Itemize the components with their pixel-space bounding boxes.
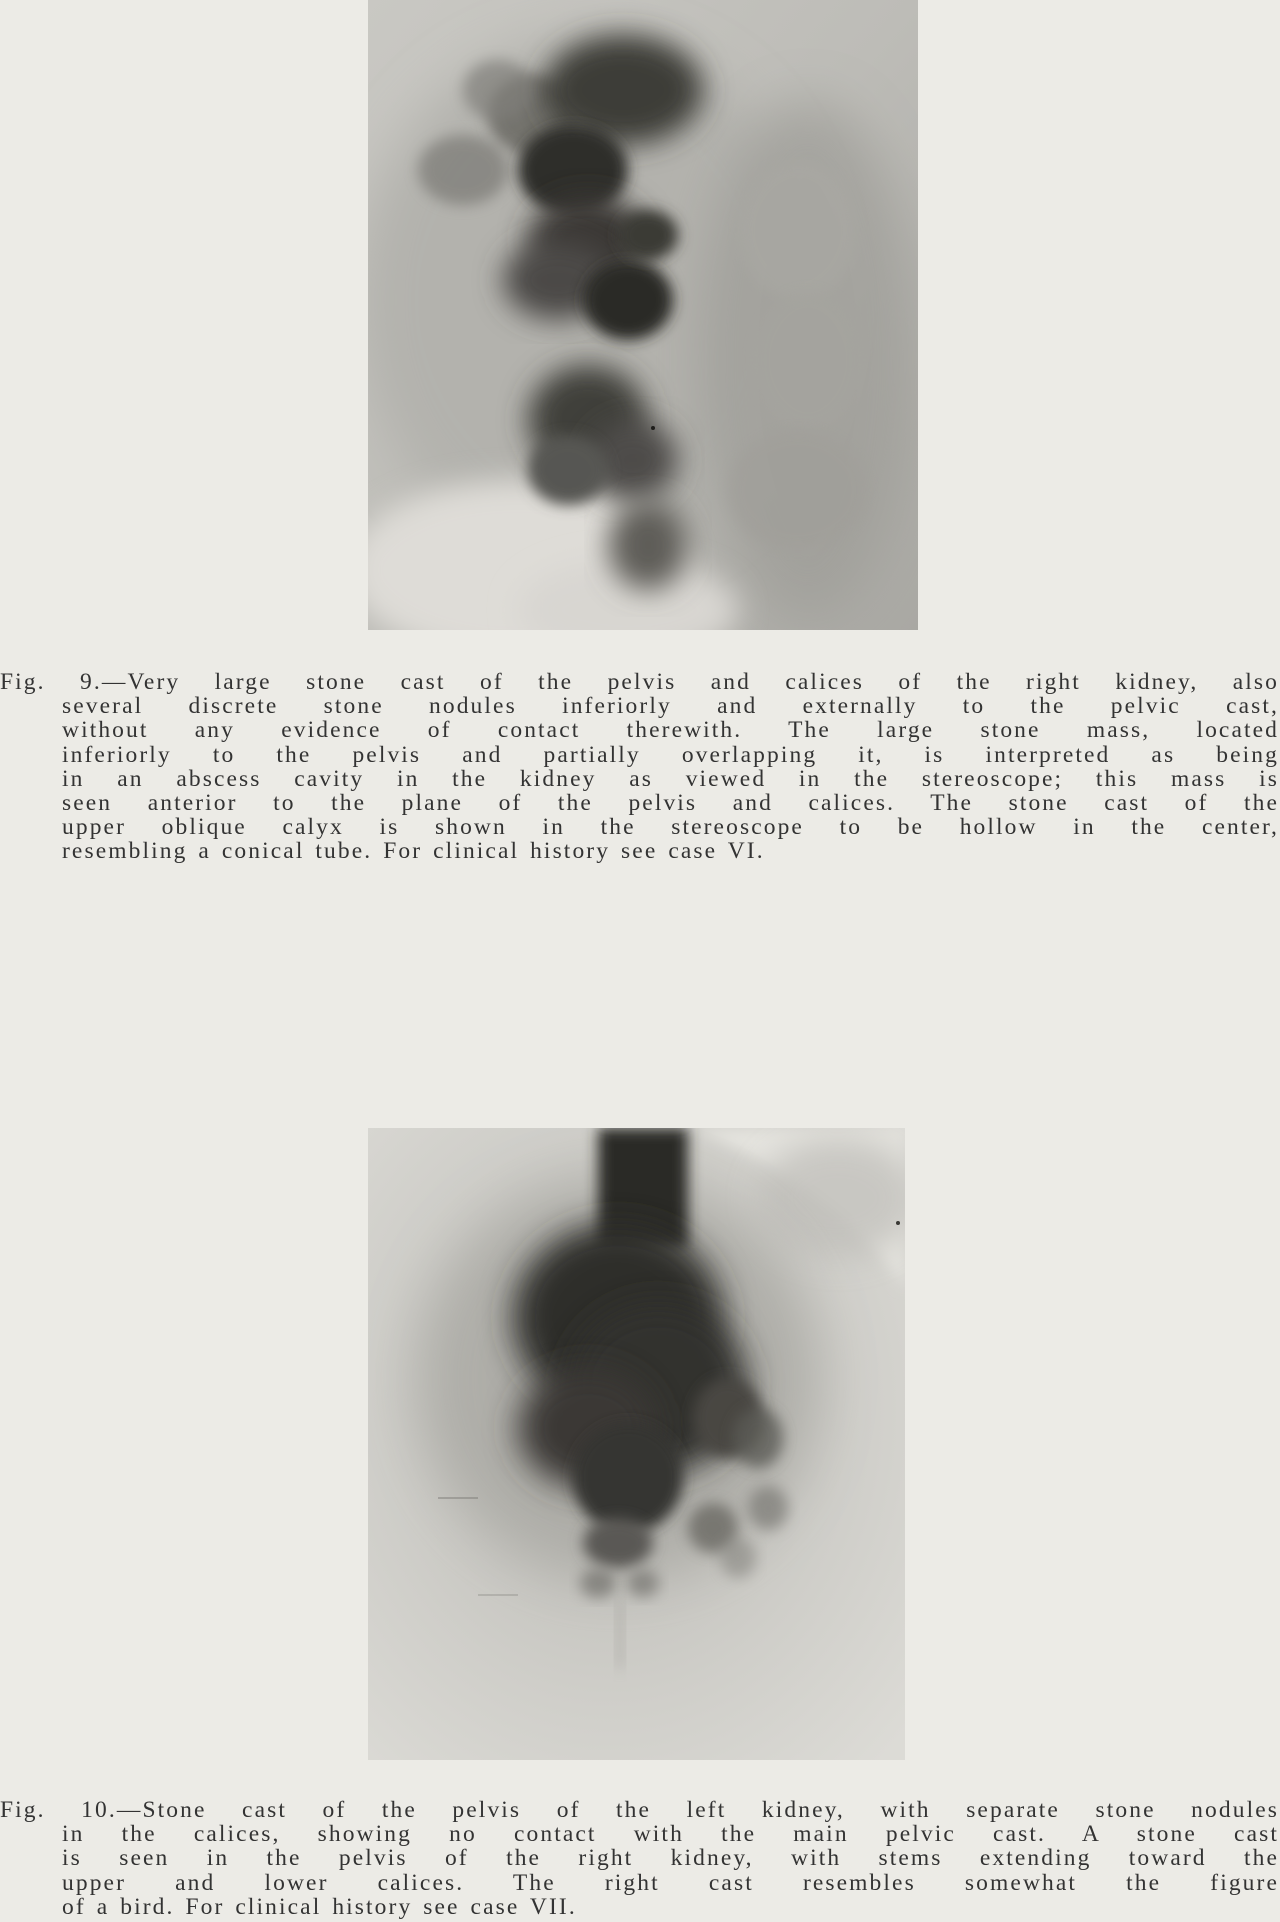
caption-line: several discrete stone nodules inferiorly and externally to the pelvic cast, [62,694,1279,719]
caption-line: upper oblique calyx is shown in the stereoscope to be hollow in the center, [62,815,1279,840]
caption-line: is seen in the pelvis of the right kidney, with stems extending toward the [62,1846,1279,1871]
caption-line: of a bird. For clinical history see case VII. [62,1894,577,1920]
caption-line: without any evidence of contact therewith. The large stone mass, located [62,718,1279,743]
figure-10-radiograph [368,1128,905,1760]
figure-10-caption [0,1798,1279,1919]
caption-line: inferiorly to the pelvis and partially overlapping it, is interpreted as being [62,742,1279,767]
caption-line: in an abscess cavity in the kidney as viewed in the stereoscope; this mass is [62,766,1279,792]
figure-9-caption [0,670,1279,864]
caption-line: seen anterior to the plane of the pelvis and calices. The stone cast of the [62,791,1279,816]
figure-9-radiograph [368,0,918,630]
caption-line: in the calices, showing no contact with the main pelvic cast. A stone cast [62,1822,1279,1847]
caption-line: resembling a conical tube. For clinical history see case VI. [62,839,765,864]
caption-line: Fig. 9.—Very large stone cast of the pelvis and calices of the right kidney, also [0,670,1279,695]
caption-line: upper and lower calices. The right cast resembles somewhat the figure [62,1870,1279,1895]
caption-line: Fig. 10.—Stone cast of the pelvis of the left kidney, with separate stone nodules [0,1798,1279,1823]
